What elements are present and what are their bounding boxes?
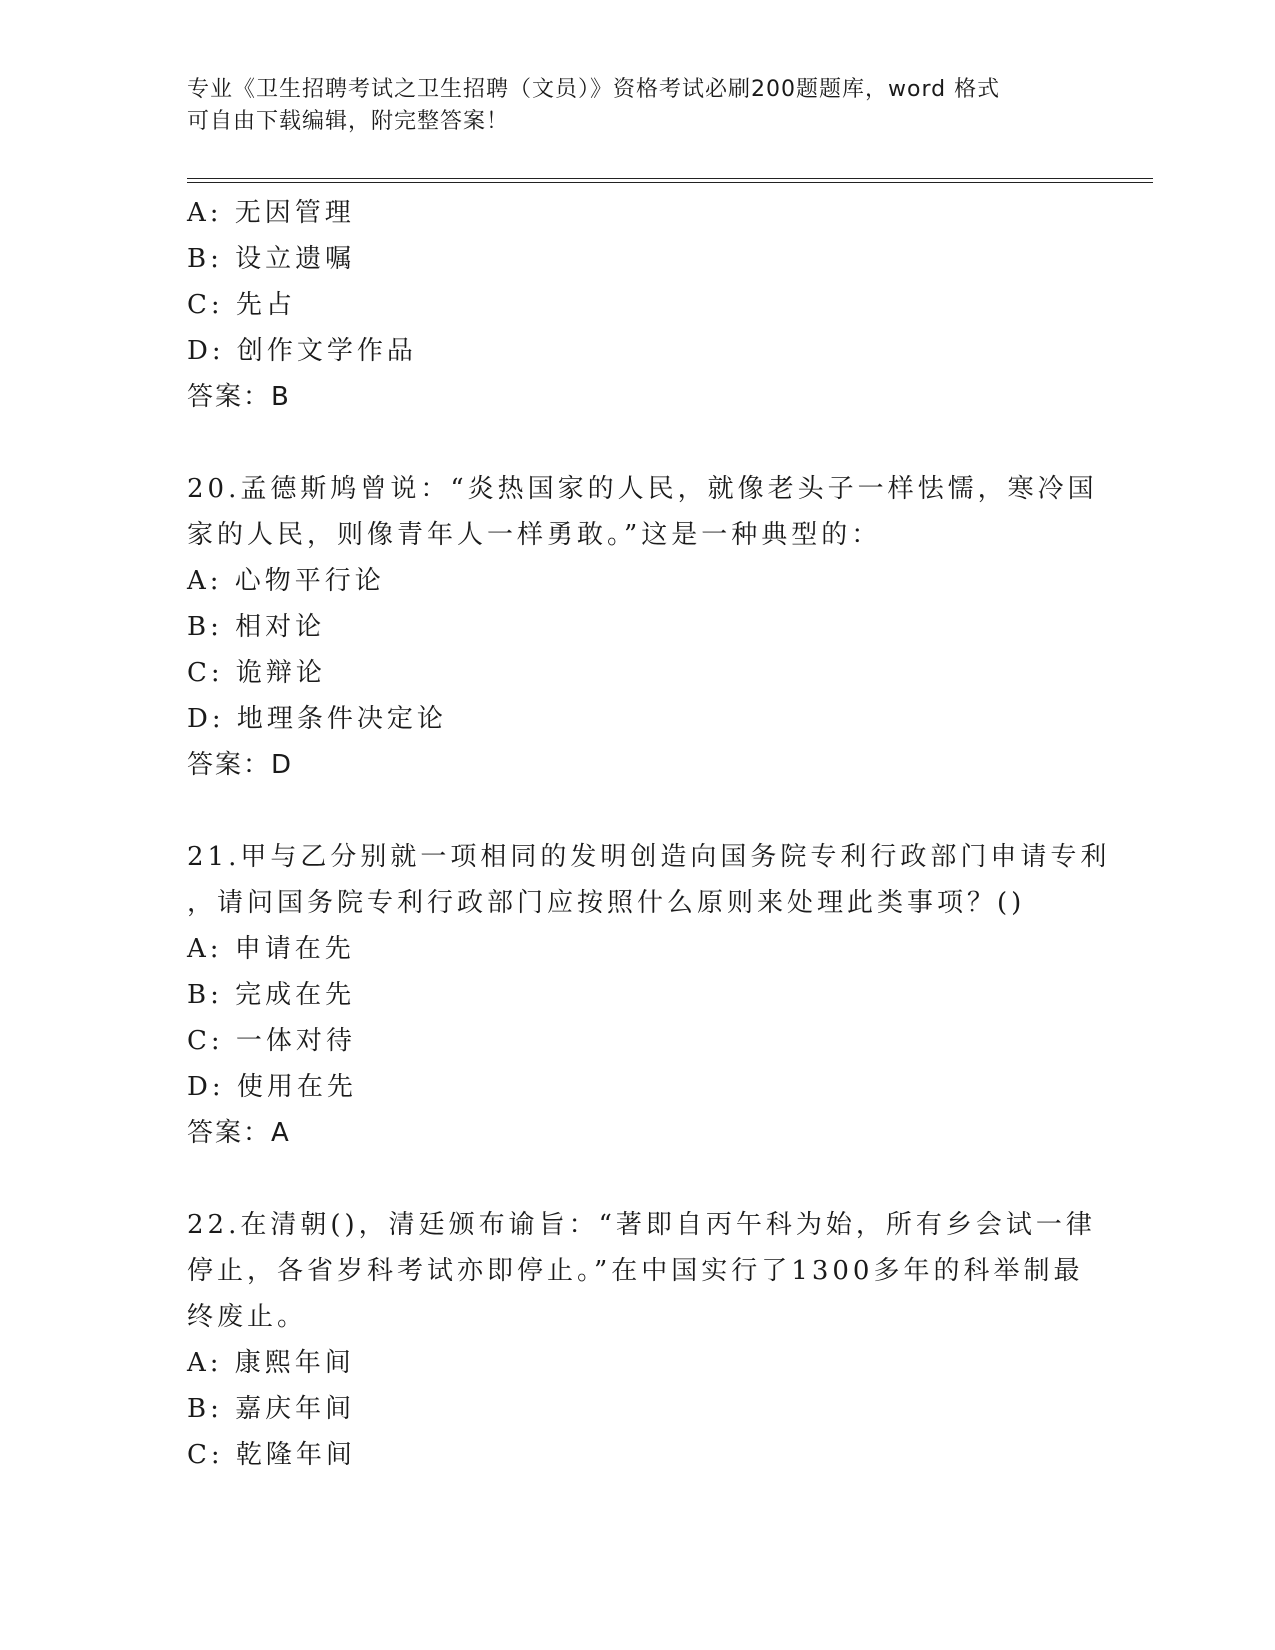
header-divider-bottom [187,182,1153,183]
option-d: D: 使用在先 [187,1072,357,1102]
question-stem-line: 家的人民，则像青年人一样勇敢。”这是一种典型的： [187,520,882,550]
option-b: B: 设立遗嘱 [187,244,356,274]
question-stem-line: ，请问国务院专利行政部门应按照什么原则来处理此类事项？() [187,888,1026,918]
header-line-1: 专业《卫生招聘考试之卫生招聘（文员）》资格考试必刷200题题库，word 格式 [187,77,1001,102]
question-21-block [187,834,1111,1156]
option-c: C: 乾隆年间 [187,1440,356,1470]
option-b: B: 嘉庆年间 [187,1394,356,1424]
option-a: A: 申请在先 [187,934,355,964]
option-c: C: 诡辩论 [187,658,326,688]
question-stem-line: 停止，各省岁科考试亦即停止。”在中国实行了1300多年的科举制最 [187,1256,1084,1286]
question-stem-line: 22.在清朝()，清廷颁布谕旨：“著即自丙午科为始，所有乡会试一律 [187,1210,1096,1240]
option-b: B: 相对论 [187,612,326,642]
question-19-block [187,190,1087,420]
question-22-block [187,1202,1096,1478]
question-spacer [187,420,1087,466]
answer-line: 答案：D [187,750,294,780]
answer-line: 答案：A [187,1118,291,1148]
option-c: C: 先占 [187,290,296,320]
question-stem-line: 20.孟德斯鸠曾说：“炎热国家的人民，就像老头子一样怯懦，寒冷国 [187,474,1098,504]
option-b: B: 完成在先 [187,980,356,1010]
answer-line: 答案：B [187,382,291,412]
option-d: D: 地理条件决定论 [187,704,447,734]
header-divider-top [187,178,1153,179]
document-header [187,74,1067,138]
option-a: A: 心物平行论 [187,566,385,596]
question-content [187,190,1111,1478]
option-a: A: 无因管理 [187,198,355,228]
question-spacer [187,1156,1087,1202]
option-c: C: 一体对待 [187,1026,356,1056]
question-spacer [187,788,1087,834]
question-stem-line: 21.甲与乙分别就一项相同的发明创造向国务院专利行政部门申请专利 [187,842,1111,872]
option-d: D: 创作文学作品 [187,336,417,366]
question-20-block [187,466,1098,788]
option-a: A: 康熙年间 [187,1348,355,1378]
header-line-2: 可自由下载编辑，附完整答案！ [187,109,510,134]
question-stem-line: 终废止。 [187,1302,308,1332]
